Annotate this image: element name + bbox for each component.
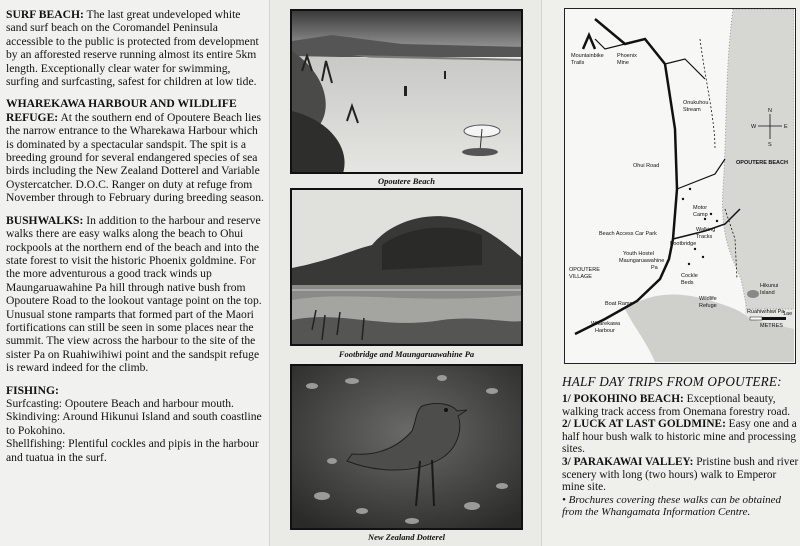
- left-panel: [0, 0, 270, 546]
- section-body: The last great undeveloped white sand surf beach on the Coromandel Peninsula accessible to the public is protected from development by an afforested reserve running almost its entire 5km length. Exceptionally clear water for swimming, surfing and surfcasting, safest for children at low tide.: [6, 8, 259, 89]
- map-label: Wharekawa: [591, 321, 621, 327]
- map-label: Stream: [683, 107, 701, 113]
- map-label: Mountainbike: [571, 53, 604, 59]
- map-label: Cockle: [681, 273, 698, 279]
- opoutere-map: [564, 8, 796, 364]
- trip-head: 2/ LUCK AT LAST GOLDMINE:: [562, 418, 726, 431]
- map-label: Ruahiwihiwi Pa: [747, 309, 785, 315]
- map-label: Camp: [693, 212, 708, 218]
- map-label: Motor: [693, 205, 708, 211]
- section-body: At the southern end of Opoutere Beach lies the narrow entrance to the Wharekawa Harbour which is dominated by a spectacular sandspit. The spit is a breeding ground for several endangered species of sea birds including the New Zealand Dotterel and Variable Oystercatcher. D.O.C. Ranger on duty at refuge from November through to February during breeding season.: [6, 110, 264, 205]
- scale-value: 1ae: [783, 311, 793, 317]
- section-heading: WHAREKAWA HARBOUR AND WILDLIFE REFUGE:: [6, 97, 237, 124]
- photo-caption: New Zealand Dotterel: [368, 532, 445, 542]
- map-label: Island: [760, 290, 775, 296]
- fishing-line: Shellfishing: Plentiful cockles and pipis in the harbour and tuatua in the surf.: [6, 437, 259, 464]
- fishing-line: Surfcasting: Opoutere Beach and harbour mouth.: [6, 396, 234, 410]
- photo-caption: Footbridge and Maungaruawahine Pa: [338, 349, 475, 359]
- trips-title: HALF DAY TRIPS FROM OPOUTERE:: [562, 374, 782, 389]
- map-label: OPOUTERE: [569, 267, 600, 273]
- trip-item: [562, 456, 800, 494]
- map-label: Beach Access Car Park: [599, 231, 657, 237]
- fishing-section: [6, 384, 264, 464]
- hill-photo: [290, 188, 523, 346]
- map-label: Beds: [681, 280, 694, 286]
- compass-w: W: [751, 124, 757, 130]
- beach-photo: [290, 9, 523, 174]
- map-label: Youth Hostel: [623, 251, 654, 257]
- map-label: Phoenix: [617, 53, 637, 59]
- map-label: Ohui Road: [633, 163, 660, 169]
- middle-panel: [270, 0, 542, 546]
- map-label: Mine: [617, 60, 629, 66]
- compass-e: E: [784, 124, 788, 130]
- map-label: VILLAGE: [569, 274, 592, 280]
- brochure-note: • Brochures covering these walks can be obtained from the Whangamata Information Centre.: [562, 493, 782, 519]
- section-heading: SURF BEACH:: [6, 8, 84, 21]
- map-label: Pa: [651, 265, 658, 271]
- map-label: Walking: [696, 227, 716, 233]
- section-body: In addition to the harbour and reserve walks there are easy walks along the beach to Ohui rockpools at the northern end of the beach and into the state forest to visit the historic Phoenix goldmine. For the more adventurous a good track winds up Maungaruawahine Pa hill through native bush from Opoutere Road to the lookout vantage point on the top. Unusual stone ramparts that formed part of the Maori fortifications can still be seen in some places near the summit. The view across the harbour to the site of the sister Pa on Ruahiwihiwi point and the sandspit refuge is reward indeed for the climb.: [6, 213, 262, 375]
- half-day-trips: [562, 374, 800, 519]
- section-heading: FISHING:: [6, 383, 59, 397]
- map-label: Refuge: [699, 303, 717, 309]
- map-label: Hikunui: [760, 283, 779, 289]
- bushwalks-section: [6, 214, 264, 375]
- map-label: Tracks: [696, 234, 713, 240]
- fishing-line: Skindiving: Around Hikunui Island and south coastline to Pokohino.: [6, 410, 262, 437]
- trip-body: Exceptional beauty, walking track access from Onemana forestry road.: [562, 393, 791, 418]
- harbour-section: [6, 97, 264, 204]
- map-label: Onukuhou: [683, 100, 709, 106]
- trip-item: [562, 418, 800, 456]
- bird-photo: [290, 364, 523, 530]
- map-label: Footbridge: [670, 241, 697, 247]
- trip-head: 1/ POKOHINO BEACH:: [562, 393, 684, 405]
- surf-beach-section: [6, 8, 264, 88]
- section-heading: BUSHWALKS:: [6, 213, 84, 227]
- map-label: OPOUTERE BEACH: [736, 160, 788, 166]
- compass-n: N: [768, 108, 772, 114]
- map-label: Maungaruawahine: [619, 258, 665, 264]
- trip-body: Pristine bush and river scenery with long (two hours) walk to Emperor mine site.: [562, 455, 799, 494]
- compass-s: S: [768, 142, 772, 148]
- trip-body: Easy one and a half hour bush walk to historic mine and processing sites.: [562, 418, 797, 456]
- trip-head: 3/ PARAKAWAI VALLEY:: [562, 455, 694, 468]
- map-label: Harbour: [595, 328, 615, 334]
- right-panel: [542, 0, 800, 546]
- map-label: Boat Ramp: [605, 301, 633, 307]
- trip-item: [562, 393, 800, 418]
- photo-caption: Opoutere Beach: [378, 176, 435, 186]
- scale-label: METRES: [760, 323, 783, 329]
- map-label: Trails: [571, 60, 585, 66]
- map-label: Wildlife: [699, 296, 717, 302]
